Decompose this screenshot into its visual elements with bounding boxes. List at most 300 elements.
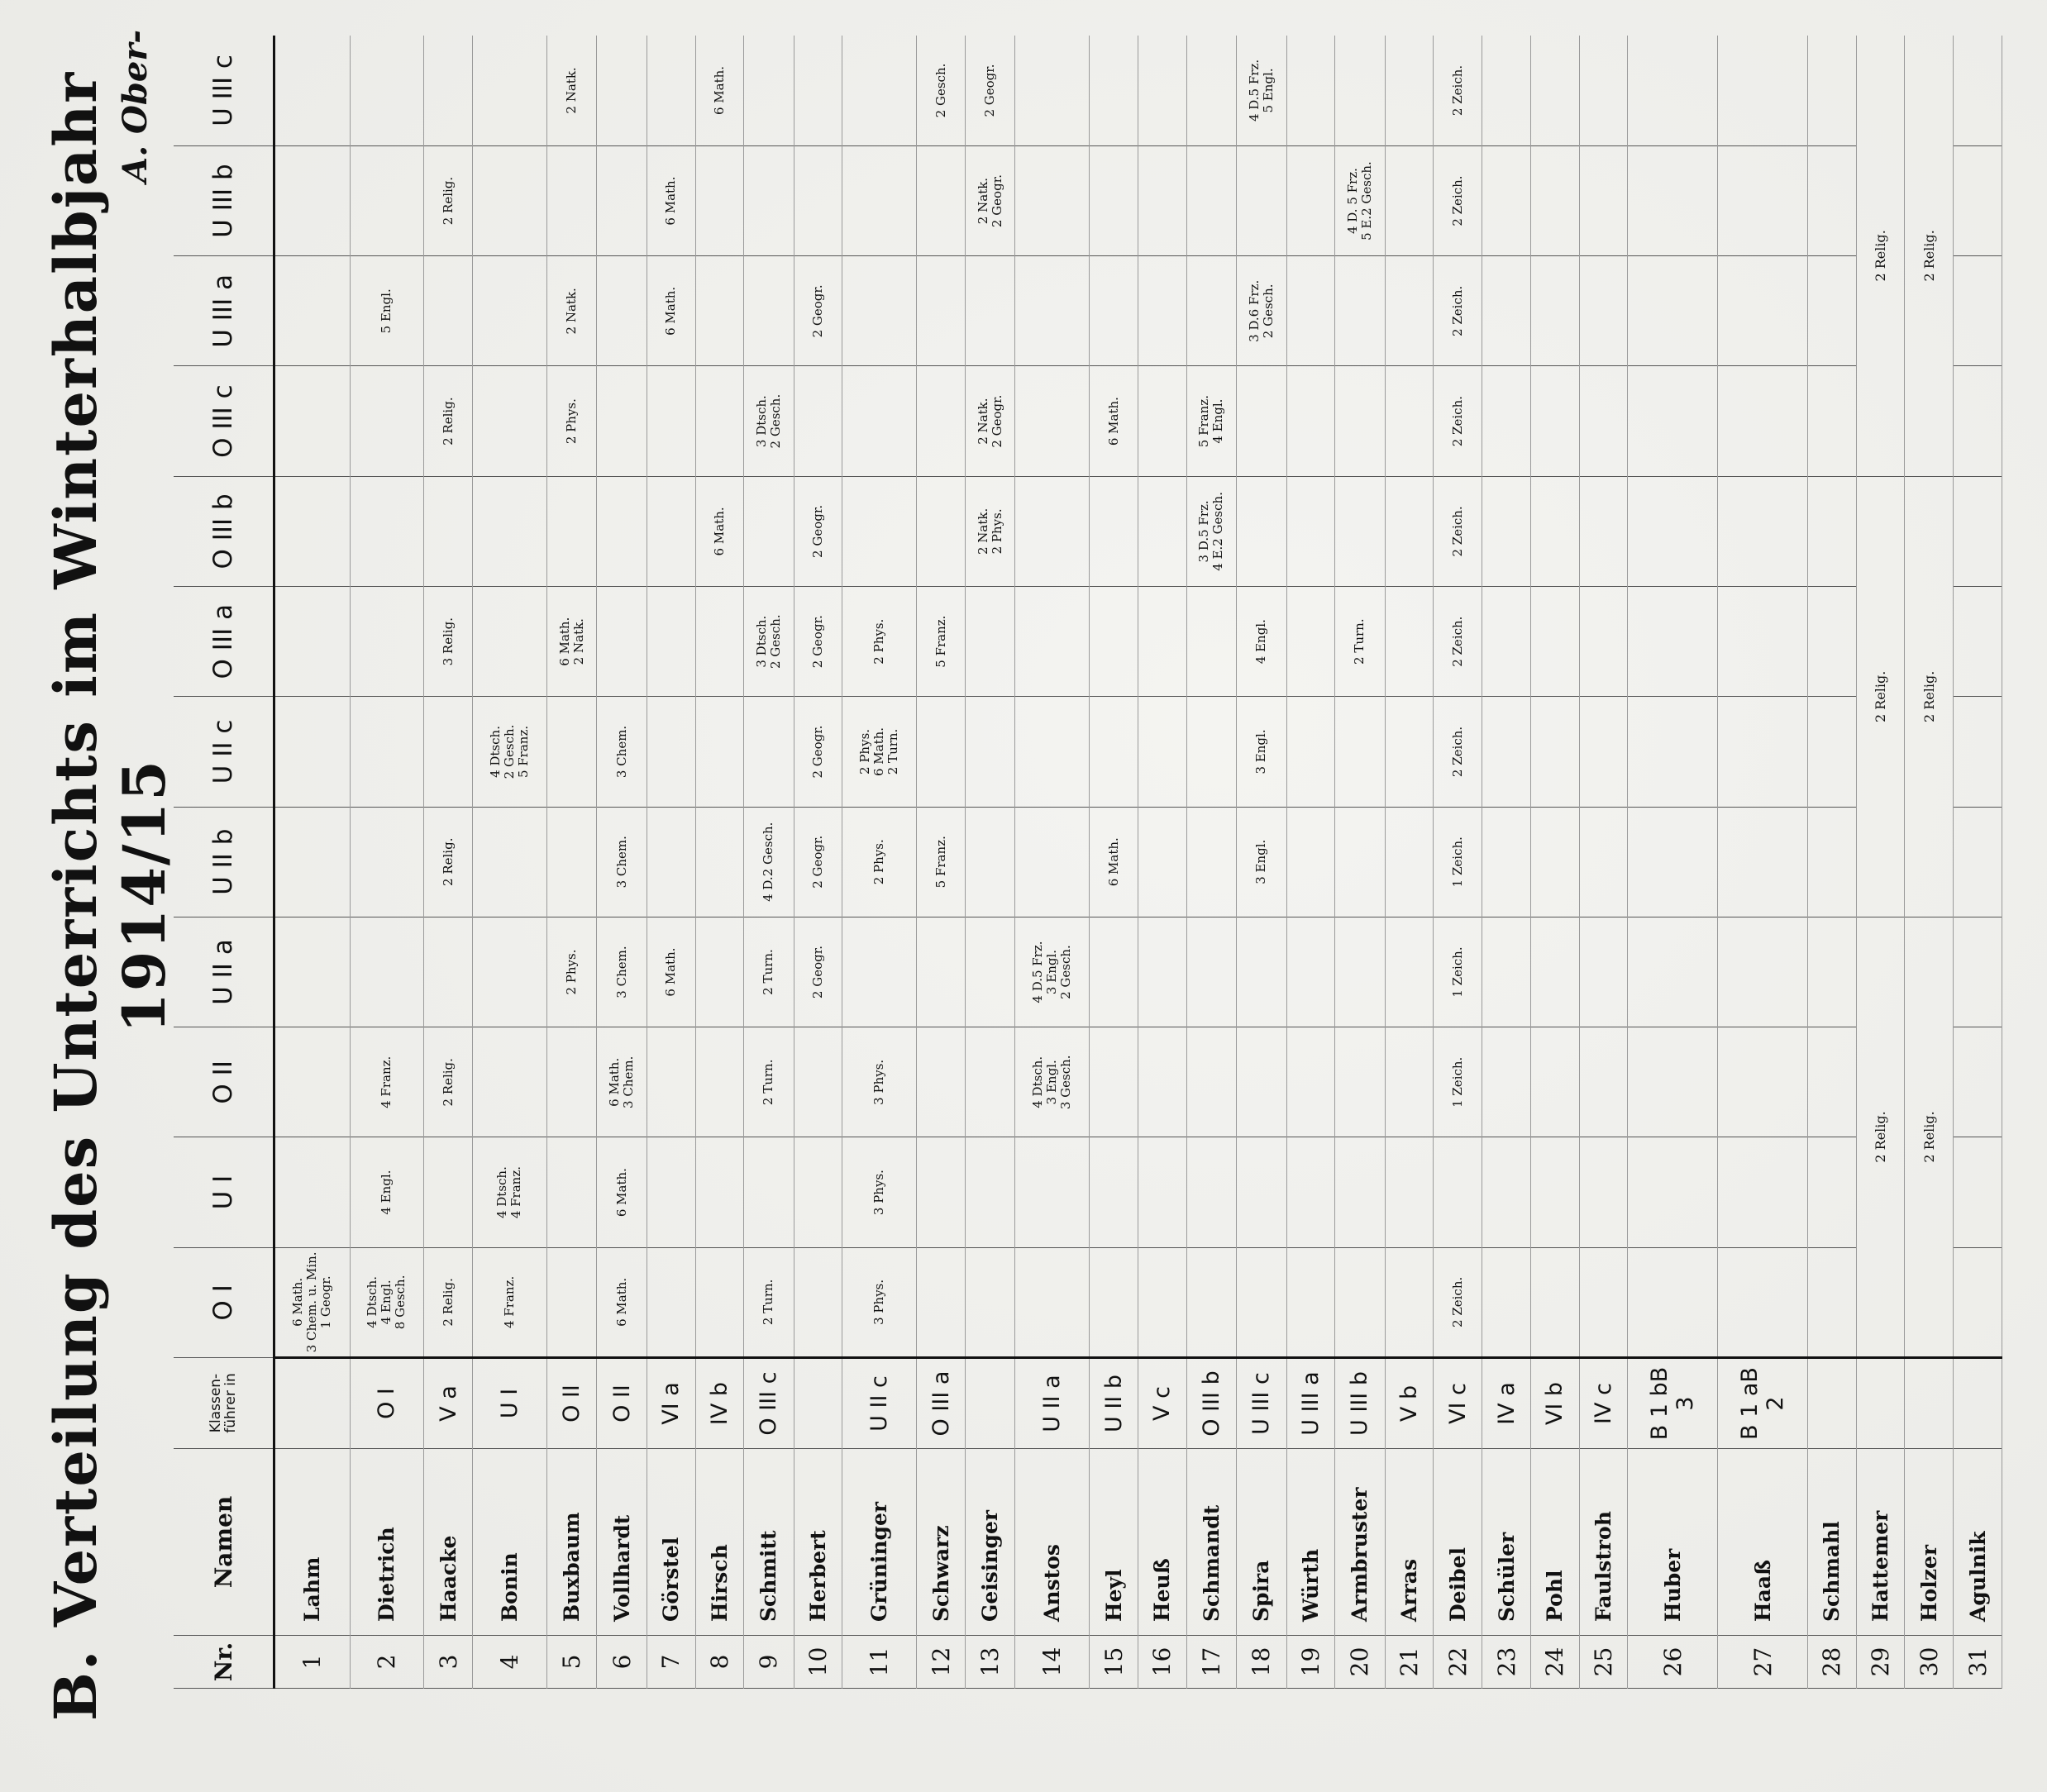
schedule-cell xyxy=(473,587,547,697)
schedule-cell xyxy=(917,807,966,917)
class-leader-of xyxy=(1090,1358,1138,1449)
teacher-name: Geisinger xyxy=(965,1449,1014,1636)
schedule-cell xyxy=(1579,256,1628,366)
schedule-cell xyxy=(546,366,596,476)
schedule-cell xyxy=(917,256,966,366)
table-row xyxy=(1530,36,1579,1689)
schedule-cell xyxy=(597,476,647,586)
schedule-cell xyxy=(1237,807,1286,917)
schedule-cell xyxy=(1718,366,1808,476)
schedule-cell xyxy=(1090,366,1138,476)
schedule-cell xyxy=(965,697,1014,807)
schedule-cell xyxy=(473,1027,547,1137)
schedule-cell xyxy=(1335,145,1385,255)
schedule-cell xyxy=(473,366,547,476)
teacher-name: Würth xyxy=(1286,1449,1335,1636)
schedule-cell xyxy=(1015,36,1090,145)
schedule-cell xyxy=(1530,1247,1579,1357)
schedule-cell xyxy=(350,36,424,145)
schedule-cell xyxy=(1628,917,1718,1027)
schedule-cell xyxy=(695,917,744,1027)
cell-line: 3 Relig. xyxy=(440,617,456,666)
schedule-cell xyxy=(1015,697,1090,807)
schedule-cell xyxy=(1090,1137,1138,1247)
cell-line: 2 Gesch. xyxy=(767,614,783,670)
schedule-cell xyxy=(424,1247,473,1357)
row-number: 28 xyxy=(1807,1636,1856,1689)
schedule-cell xyxy=(744,476,794,586)
merged-cell: 2 Relig. xyxy=(1856,917,1905,1357)
schedule-cell xyxy=(1015,366,1090,476)
schedule-cell xyxy=(1335,917,1385,1027)
schedule-cell xyxy=(1090,1027,1138,1137)
schedule-cell xyxy=(597,145,647,255)
row-number: 15 xyxy=(1090,1636,1138,1689)
schedule-cell xyxy=(1385,1247,1434,1357)
cell-line: 2 Natk. xyxy=(975,398,990,445)
schedule-cell xyxy=(1335,1137,1385,1247)
header-class: O III c xyxy=(174,366,274,476)
table-row xyxy=(597,36,647,1689)
cell-line: 2 Geogr. xyxy=(810,615,826,669)
schedule-cell xyxy=(1482,36,1531,145)
schedule-cell xyxy=(1718,256,1808,366)
row-number: 9 xyxy=(744,1636,794,1689)
schedule-cell xyxy=(473,476,547,586)
cell-line: 3 Dtsch. xyxy=(753,615,769,668)
schedule-cell xyxy=(1807,917,1856,1027)
schedule-cell xyxy=(1579,697,1628,807)
schedule-cell xyxy=(1286,256,1335,366)
schedule-cell xyxy=(842,36,917,145)
class-leader-of xyxy=(1335,1358,1385,1449)
teacher-name: Vollhardt xyxy=(597,1449,647,1636)
cell-line: 4 E.2 Gesch. xyxy=(1210,492,1226,571)
cell-line: B 2 xyxy=(1737,1367,1789,1411)
cell-line: 4 Dtsch. xyxy=(494,1166,510,1219)
header-class: U III a xyxy=(174,256,274,366)
schedule-cell xyxy=(1434,1247,1482,1357)
cell-line: 4 Engl. xyxy=(1210,398,1226,444)
teacher-name: Deibel xyxy=(1434,1449,1482,1636)
table-row xyxy=(1718,36,1808,1689)
schedule-cell xyxy=(1807,697,1856,807)
schedule-cell xyxy=(744,587,794,697)
class-leader-of xyxy=(647,1358,695,1449)
header-class: U II b xyxy=(174,807,274,917)
schedule-cell xyxy=(1628,1137,1718,1247)
schedule-cell xyxy=(424,36,473,145)
cell-line: 4 D.5 Frz. xyxy=(1246,59,1262,122)
schedule-cell xyxy=(1015,917,1090,1027)
schedule-cell xyxy=(1434,697,1482,807)
schedule-cell xyxy=(1286,1247,1335,1357)
teacher-name: Schmahl xyxy=(1807,1449,1856,1636)
cell-line: 5 Franz. xyxy=(1196,395,1212,448)
class-leader-of xyxy=(1015,1358,1090,1449)
schedule-cell xyxy=(1090,256,1138,366)
schedule-cell xyxy=(1579,807,1628,917)
cell-line: 6 Math. xyxy=(711,65,727,115)
teacher-name: Heuß xyxy=(1138,1449,1186,1636)
row-number: 7 xyxy=(647,1636,695,1689)
schedule-cell xyxy=(1530,917,1579,1027)
schedule-cell xyxy=(1015,145,1090,255)
schedule-cell xyxy=(350,697,424,807)
cell-line: O I xyxy=(374,1388,400,1419)
cell-line: 3 D.5 Frz. xyxy=(1196,500,1212,563)
cell-line: 2 Relig. xyxy=(440,837,456,886)
schedule-cell xyxy=(473,807,547,917)
class-leader-of xyxy=(1718,1358,1808,1449)
teacher-name: Armbruster xyxy=(1335,1449,1385,1636)
schedule-cell xyxy=(1482,1247,1531,1357)
schedule-cell xyxy=(473,1247,547,1357)
schedule-cell xyxy=(917,476,966,586)
schedule-cell xyxy=(1385,917,1434,1027)
schedule-cell xyxy=(1579,1027,1628,1137)
schedule-cell xyxy=(1335,36,1385,145)
schedule-cell xyxy=(647,807,695,917)
schedule-cell xyxy=(794,145,842,255)
cell-line: 2 Zeich. xyxy=(1449,64,1465,117)
cell-line: 2 Zeich. xyxy=(1449,506,1465,557)
schedule-cell xyxy=(1530,145,1579,255)
class-leader-of xyxy=(1579,1358,1628,1449)
schedule-cell xyxy=(794,36,842,145)
class-leader-of xyxy=(917,1358,966,1449)
schedule-cell xyxy=(965,587,1014,697)
schedule-cell xyxy=(1954,807,2002,917)
row-number: 24 xyxy=(1530,1636,1579,1689)
class-leader-of xyxy=(546,1358,596,1449)
schedule-cell xyxy=(1237,145,1286,255)
teacher-name: Holzer xyxy=(1905,1449,1954,1636)
cell-line: V a xyxy=(435,1385,461,1422)
schedule-cell xyxy=(1628,366,1718,476)
schedule-cell xyxy=(1286,1027,1335,1137)
cell-line: 2 Gesch. xyxy=(933,63,948,118)
schedule-cell xyxy=(1186,697,1236,807)
schedule-cell xyxy=(1286,587,1335,697)
class-leader-of xyxy=(842,1358,917,1449)
schedule-cell xyxy=(424,1137,473,1247)
schedule-cell xyxy=(1718,697,1808,807)
schedule-cell xyxy=(1237,1137,1286,1247)
schedule-cell xyxy=(1237,917,1286,1027)
cell-line: 3 Phys. xyxy=(871,1059,887,1105)
header-name: Namen xyxy=(174,1449,274,1636)
schedule-cell xyxy=(1482,587,1531,697)
merged-cell: 2 Relig. xyxy=(1905,476,1954,917)
class-leader-of xyxy=(965,1358,1014,1449)
class-leader-of xyxy=(473,1358,547,1449)
cell-line: 2 Relig. xyxy=(440,1058,456,1107)
header-class: U II c xyxy=(174,697,274,807)
cell-line: 2 Phys. xyxy=(871,618,887,665)
schedule-cell xyxy=(647,1247,695,1357)
schedule-cell xyxy=(1186,366,1236,476)
schedule-cell xyxy=(1530,697,1579,807)
table-row xyxy=(1628,36,1718,1689)
schedule-cell xyxy=(1718,807,1808,917)
cell-line: U I xyxy=(496,1388,522,1419)
cell-line: IV b xyxy=(706,1381,732,1426)
schedule-cell xyxy=(695,145,744,255)
schedule-cell xyxy=(1138,476,1186,586)
schedule-cell xyxy=(1090,697,1138,807)
row-number: 18 xyxy=(1237,1636,1286,1689)
merged-cell: 2 Relig. xyxy=(1905,917,1954,1357)
schedule-cell xyxy=(794,366,842,476)
schedule-cell xyxy=(350,587,424,697)
schedule-cell xyxy=(1954,587,2002,697)
schedule-cell xyxy=(1138,1027,1186,1137)
schedule-cell xyxy=(597,1027,647,1137)
schedule-cell xyxy=(794,587,842,697)
cell-line: 6 Math. xyxy=(663,176,679,226)
teacher-name: Hirsch xyxy=(695,1449,744,1636)
schedule-cell xyxy=(1954,366,2002,476)
schedule-cell xyxy=(1090,917,1138,1027)
schedule-cell xyxy=(647,256,695,366)
cell-line: 2 Geogr. xyxy=(989,174,1004,228)
cell-line: 5 Franz. xyxy=(933,836,948,889)
schedule-cell xyxy=(1015,1247,1090,1357)
schedule-cell xyxy=(1286,807,1335,917)
teacher-name: Herbert xyxy=(794,1449,842,1636)
schedule-cell xyxy=(1579,36,1628,145)
schedule-cell xyxy=(1335,807,1385,917)
table-row xyxy=(1807,36,1856,1689)
teacher-name: Schmandt xyxy=(1186,1449,1236,1636)
schedule-cell xyxy=(744,145,794,255)
schedule-cell xyxy=(1954,1247,2002,1357)
cell-line: 2 Relig. xyxy=(440,1278,456,1327)
row-number: 3 xyxy=(424,1636,473,1689)
cell-line: IV c xyxy=(1590,1383,1616,1424)
schedule-cell xyxy=(1530,36,1579,145)
row-number: 19 xyxy=(1286,1636,1335,1689)
schedule-cell xyxy=(1138,1247,1186,1357)
merged-cell: 2 Relig. xyxy=(1905,36,1954,476)
schedule-cell xyxy=(1434,476,1482,586)
schedule-cell xyxy=(1186,1137,1236,1247)
schedule-cell xyxy=(546,256,596,366)
cell-line: 2 Geogr. xyxy=(810,504,826,558)
schedule-cell xyxy=(965,1137,1014,1247)
cell-line: 5 Engl. xyxy=(1260,68,1276,113)
cell-line: 2 Zeich. xyxy=(1449,395,1465,447)
cell-line: 2 Natk. xyxy=(975,177,990,225)
cell-line: 6 Math. xyxy=(607,1057,623,1107)
cell-line: 6 Math. xyxy=(663,947,679,997)
schedule-cell xyxy=(695,1137,744,1247)
class-leader-of xyxy=(1628,1358,1718,1449)
cell-line: 2 Phys. xyxy=(564,398,580,445)
class-leader-of xyxy=(1237,1358,1286,1449)
cell-line: VI a xyxy=(658,1382,685,1425)
cell-line: O III a xyxy=(928,1370,954,1437)
teacher-name: Görstel xyxy=(647,1449,695,1636)
header-klassenfuehrer: Klassen-führer in xyxy=(174,1358,274,1449)
cell-line: 2 Geogr. xyxy=(810,835,826,889)
schedule-cell xyxy=(647,697,695,807)
cell-line: U II a xyxy=(1039,1375,1066,1432)
schedule-cell xyxy=(1434,1137,1482,1247)
schedule-cell xyxy=(695,366,744,476)
schedule-cell xyxy=(1482,807,1531,917)
schedule-cell xyxy=(1579,917,1628,1027)
schedule-cell xyxy=(917,36,966,145)
schedule-cell xyxy=(744,1137,794,1247)
schedule-cell xyxy=(1186,1247,1236,1357)
schedule-cell xyxy=(546,1027,596,1137)
schedule-cell xyxy=(424,807,473,917)
schedule-cell xyxy=(965,36,1014,145)
table-row xyxy=(695,36,744,1689)
schedule-cell xyxy=(1015,256,1090,366)
class-leader-of xyxy=(1385,1358,1434,1449)
schedule-cell xyxy=(1807,587,1856,697)
cell-line: 2 Geogr. xyxy=(982,64,998,117)
table-row xyxy=(1138,36,1186,1689)
cell-line: 4 Engl. xyxy=(1253,619,1269,665)
cell-line: 2 Turn. xyxy=(885,728,901,775)
schedule-cell xyxy=(546,476,596,586)
schedule-cell xyxy=(647,476,695,586)
table-row xyxy=(350,36,424,1689)
schedule-cell xyxy=(1718,36,1808,145)
schedule-cell xyxy=(1385,256,1434,366)
teacher-name: Huber xyxy=(1628,1449,1718,1636)
cell-line: 3 Chem. u. Min. xyxy=(304,1251,320,1353)
cell-line: 4 Franz. xyxy=(501,1275,517,1328)
schedule-cell xyxy=(1237,1247,1286,1357)
schedule-cell xyxy=(1718,1137,1808,1247)
schedule-cell xyxy=(1718,587,1808,697)
schedule-cell xyxy=(1138,366,1186,476)
cell-line: 3 Phys. xyxy=(871,1279,887,1325)
teacher-name: Grüninger xyxy=(842,1449,917,1636)
cell-line: 5 Franz. xyxy=(933,615,948,668)
cell-line: 1 Geogr. xyxy=(318,1275,334,1329)
schedule-cell xyxy=(965,1027,1014,1137)
schedule-cell xyxy=(1628,476,1718,586)
row-number: 13 xyxy=(965,1636,1014,1689)
row-number: 11 xyxy=(842,1636,917,1689)
schedule-cell xyxy=(794,1137,842,1247)
schedule-cell xyxy=(1482,145,1531,255)
cell-line: U II c xyxy=(866,1375,893,1432)
schedule-cell xyxy=(1628,36,1718,145)
cell-line: 2 Zeich. xyxy=(1449,285,1465,336)
cell-line: 2 Geogr. xyxy=(810,945,826,999)
schedule-cell xyxy=(1434,36,1482,145)
schedule-cell xyxy=(1434,366,1482,476)
schedule-cell xyxy=(917,1247,966,1357)
table-row xyxy=(473,36,547,1689)
schedule-cell xyxy=(1718,917,1808,1027)
cell-line: VI c xyxy=(1444,1383,1471,1424)
schedule-cell xyxy=(1482,366,1531,476)
schedule-cell xyxy=(350,1137,424,1247)
header-class: O II xyxy=(174,1027,274,1137)
schedule-cell xyxy=(647,917,695,1027)
teacher-name: Heyl xyxy=(1090,1449,1138,1636)
row-number: 17 xyxy=(1186,1636,1236,1689)
schedule-cell xyxy=(1530,1027,1579,1137)
schedule-cell xyxy=(597,1247,647,1357)
schedule-cell xyxy=(274,476,351,586)
table-row xyxy=(842,36,917,1689)
schedule-cell xyxy=(917,366,966,476)
schedule-cell xyxy=(744,917,794,1027)
table-row xyxy=(1482,36,1531,1689)
schedule-cell xyxy=(842,145,917,255)
schedule-cell xyxy=(597,366,647,476)
table-row xyxy=(274,36,351,1689)
row-number: 25 xyxy=(1579,1636,1628,1689)
cell-line: 2 Turn. xyxy=(761,949,776,995)
schedule-cell xyxy=(1090,587,1138,697)
schedule-cell xyxy=(1186,807,1236,917)
schedule-cell xyxy=(647,145,695,255)
teacher-name: Bonin xyxy=(473,1449,547,1636)
schedule-cell xyxy=(842,366,917,476)
cell-line: 4 Engl. xyxy=(379,1280,394,1325)
schedule-cell xyxy=(842,807,917,917)
schedule-cell xyxy=(424,476,473,586)
cell-line: 4 D.5 Frz. xyxy=(1030,941,1046,1003)
schedule-cell xyxy=(546,145,596,255)
schedule-cell xyxy=(1090,36,1138,145)
schedule-cell xyxy=(350,366,424,476)
cell-line: 2 Phys. xyxy=(564,949,580,995)
schedule-table xyxy=(174,36,2002,1689)
cell-line: 2 Phys. xyxy=(857,728,873,774)
cell-line: 2 Natk. xyxy=(564,288,580,335)
schedule-cell xyxy=(1335,1027,1385,1137)
schedule-cell xyxy=(1954,1027,2002,1137)
teacher-name: Haacke xyxy=(424,1449,473,1636)
schedule-cell xyxy=(274,917,351,1027)
cell-line: 2 Gesch. xyxy=(1260,284,1276,339)
schedule-cell xyxy=(1482,476,1531,586)
cell-line: U III c xyxy=(1248,1372,1275,1435)
table-row xyxy=(744,36,794,1689)
schedule-cell xyxy=(842,476,917,586)
page-title: B. Verteilung des Unterrichts im Winterhalbjahr 1914/15 xyxy=(41,70,179,1722)
cell-line: 3 Engl. xyxy=(1044,1060,1060,1105)
schedule-cell xyxy=(1237,36,1286,145)
class-leader-of xyxy=(1138,1358,1186,1449)
teacher-name: Hattemer xyxy=(1856,1449,1905,1636)
row-number: 23 xyxy=(1482,1636,1531,1689)
schedule-cell xyxy=(1482,256,1531,366)
schedule-cell xyxy=(1385,1137,1434,1247)
cell-line: 4 Dtsch. xyxy=(365,1275,380,1328)
schedule-cell xyxy=(744,1247,794,1357)
schedule-cell xyxy=(1090,476,1138,586)
table-row xyxy=(1579,36,1628,1689)
schedule-cell xyxy=(1579,1247,1628,1357)
cell-line: IV a xyxy=(1493,1382,1520,1425)
cell-line: 5 Franz. xyxy=(515,725,531,779)
schedule-cell xyxy=(424,256,473,366)
cell-line: 4 D.2 Gesch. xyxy=(761,822,776,902)
schedule-cell xyxy=(744,256,794,366)
